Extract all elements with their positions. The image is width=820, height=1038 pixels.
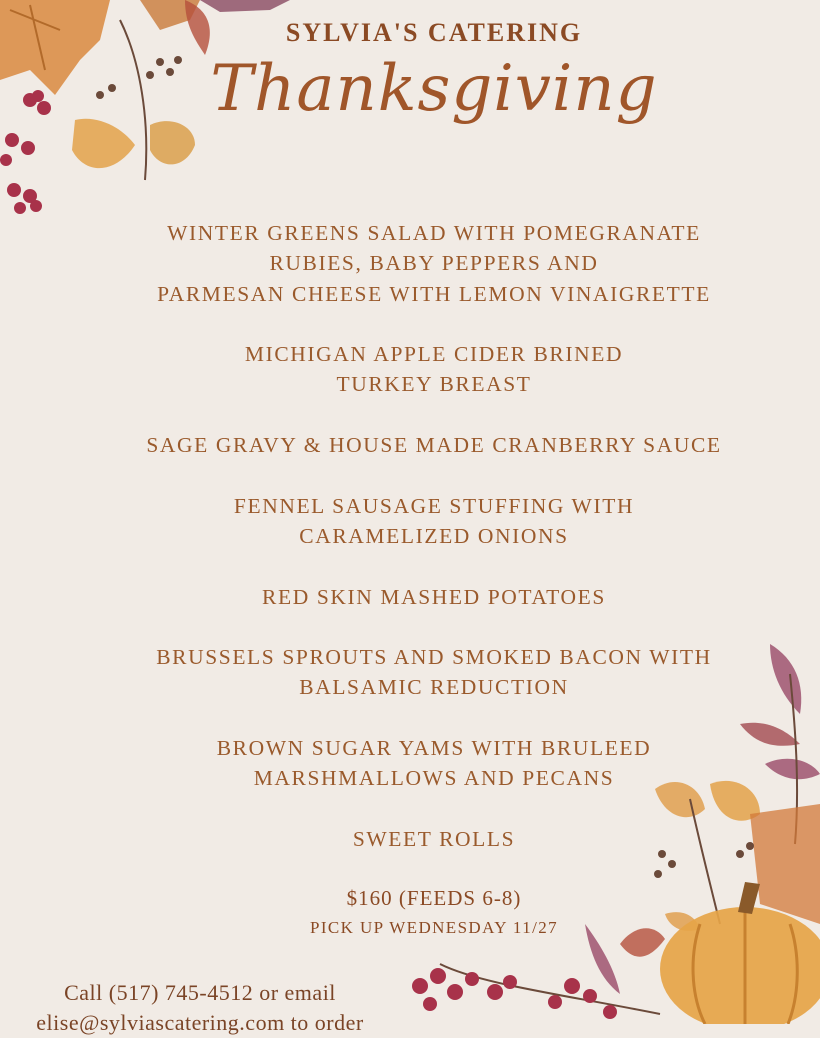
menu-item-line: SAGE GRAVY & HOUSE MADE CRANBERRY SAUCE — [146, 433, 722, 458]
brand-name: SYLVIA'S CATERING — [285, 18, 583, 47]
contact-line-phone: Call (517) 745-4512 or email — [64, 980, 336, 1005]
menu-item — [0, 339, 820, 400]
menu-item-line: RUBIES, BABY PEPPERS AND — [269, 251, 599, 276]
menu-item — [0, 430, 820, 460]
menu-item-line: FENNEL SAUSAGE STUFFING WITH — [233, 493, 635, 518]
menu-item — [0, 642, 820, 703]
menu-item-line: BRUSSELS SPROUTS AND SMOKED BACON WITH — [156, 645, 712, 670]
contact-info — [0, 978, 400, 1038]
menu-item — [0, 491, 820, 552]
menu-item — [0, 218, 820, 309]
menu-item — [0, 582, 820, 612]
pickup-date: PICK UP WEDNESDAY 11/27 — [309, 918, 559, 937]
menu-list — [0, 218, 820, 885]
menu-item-line: WINTER GREENS SALAD WITH POMEGRANATE — [167, 221, 701, 245]
menu-item-line: MARSHMALLOWS AND PECANS — [253, 766, 615, 791]
menu-item-line: RED SKIN MASHED POTATOES — [262, 584, 606, 609]
contact-line-email: elise@sylviascatering.com to order — [36, 1010, 364, 1035]
price: $160 (FEEDS 6-8) — [346, 886, 522, 910]
menu-item-line: MICHIGAN APPLE CIDER BRINED — [244, 342, 624, 367]
menu-item-line: PARMESAN CHEESE WITH LEMON VINAIGRETTE — [157, 281, 711, 306]
menu-item-line: TURKEY BREAST — [336, 372, 532, 397]
page-title: Thanksgiving — [210, 52, 658, 126]
menu-item-line: SWEET ROLLS — [352, 826, 516, 851]
menu-item-line: BROWN SUGAR YAMS WITH BRULEED — [216, 736, 652, 761]
menu-item — [0, 733, 820, 794]
menu-item-line: BALSAMIC REDUCTION — [299, 675, 569, 700]
menu-item — [0, 824, 820, 854]
menu-item-line: CARAMELIZED ONIONS — [299, 523, 569, 548]
